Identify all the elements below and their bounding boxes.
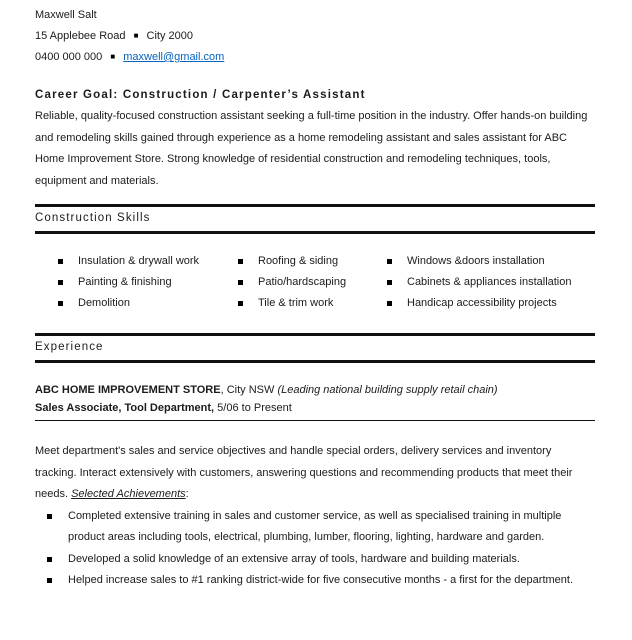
- square-bullet-icon: [238, 259, 243, 264]
- achievement-text: Developed a solid knowledge of an extensive array of tools, hardware and building materials.: [68, 552, 520, 565]
- divider-line: [35, 420, 595, 421]
- skill-label: Cabinets & appliances installation: [407, 276, 572, 288]
- achievement-text: Helped increase sales to #1 ranking district-wide for five consecutive months - a first for the department.: [68, 574, 574, 586]
- square-bullet-icon: [238, 301, 243, 306]
- achievements-colon: :: [185, 488, 189, 500]
- achievements-label: Selected Achievements: [71, 488, 186, 500]
- achievement-item: [35, 549, 595, 571]
- role-title: Sales Associate, Tool Department,: [35, 402, 215, 414]
- skill-item: [387, 272, 595, 293]
- city-text: City 2000: [146, 30, 193, 42]
- skill-label: Patio/hardscaping: [258, 276, 347, 288]
- career-goal-heading: Career Goal: Construction / Carpenter’s Assistant: [35, 89, 366, 101]
- person-name: Maxwell Salt: [35, 9, 97, 21]
- job-description: [35, 441, 595, 506]
- skill-item: [238, 251, 387, 272]
- skill-label: Tile & trim work: [258, 297, 334, 309]
- square-bullet-icon: [387, 259, 392, 264]
- skill-item: [58, 251, 238, 272]
- skill-label: Insulation & drywall work: [78, 255, 200, 267]
- address-line: [35, 26, 595, 47]
- section-title-construction-skills: Construction Skills: [35, 212, 151, 224]
- square-bullet-icon: [47, 557, 52, 562]
- skill-label: Windows &doors installation: [407, 255, 545, 267]
- square-bullet-icon: [58, 301, 63, 306]
- skill-item: [58, 272, 238, 293]
- section-rule: [35, 360, 595, 363]
- employer-line: [35, 380, 595, 401]
- square-bullet-icon: ■: [110, 52, 116, 61]
- phone-email-line: [35, 47, 595, 68]
- achievement-item: [35, 570, 595, 592]
- employer-name: ABC HOME IMPROVEMENT STORE: [35, 384, 221, 396]
- skill-label: Roofing & siding: [258, 255, 339, 267]
- skill-item: [238, 293, 387, 314]
- achievement-item: [35, 506, 595, 549]
- square-bullet-icon: [47, 578, 52, 583]
- phone-number: 0400 000 000: [35, 51, 103, 63]
- skills-grid: [58, 251, 595, 314]
- skill-item: [387, 293, 595, 314]
- section-rule: [35, 231, 595, 234]
- square-bullet-icon: [387, 301, 392, 306]
- name-line: [35, 5, 595, 26]
- skill-label: Demolition: [78, 297, 130, 309]
- square-bullet-icon: [58, 280, 63, 285]
- skill-item: [238, 272, 387, 293]
- employer-location: , City NSW: [220, 384, 278, 396]
- section-title-experience: Experience: [35, 341, 104, 353]
- role-line: [35, 401, 595, 416]
- skill-label: Painting & finishing: [78, 276, 172, 288]
- square-bullet-icon: [387, 280, 392, 285]
- square-bullet-icon: [58, 259, 63, 264]
- employer-tagline: (Leading national building supply retail chain): [277, 384, 498, 396]
- skill-label: Handicap accessibility projects: [407, 297, 557, 309]
- email-link[interactable]: maxwell@gmail.com: [123, 51, 225, 63]
- square-bullet-icon: [47, 514, 52, 519]
- square-bullet-icon: ■: [133, 31, 139, 40]
- square-bullet-icon: [238, 280, 243, 285]
- contact-header: [35, 5, 595, 68]
- achievements-list: [35, 506, 595, 592]
- job-description-text: Meet department's sales and service objectives and handle special orders, delivery services and inventory tracking. Interact extensively with customers, answering questions and recommending products that meet their needs.: [35, 445, 573, 500]
- skill-item: [387, 251, 595, 272]
- role-dates: 5/06 to Present: [214, 402, 292, 414]
- skill-item: [58, 293, 238, 314]
- career-goal-summary: Reliable, quality-focused construction assistant seeking a full-time position in the industry. Offer hands-on building and remodeling skills gained through experience as a home remodeling assistant and sales assistant for ABC Home Improvement Store. Strong knowledge of residential construction and remodeling techniques, tools, equipment and materials.: [35, 110, 588, 187]
- street-address: 15 Applebee Road: [35, 30, 126, 42]
- achievement-text: Completed extensive training in sales and customer service, as well as specialised training in multiple product areas including tools, electrical, plumbing, lumber, flooring, lighting, hardware and garden.: [68, 509, 562, 543]
